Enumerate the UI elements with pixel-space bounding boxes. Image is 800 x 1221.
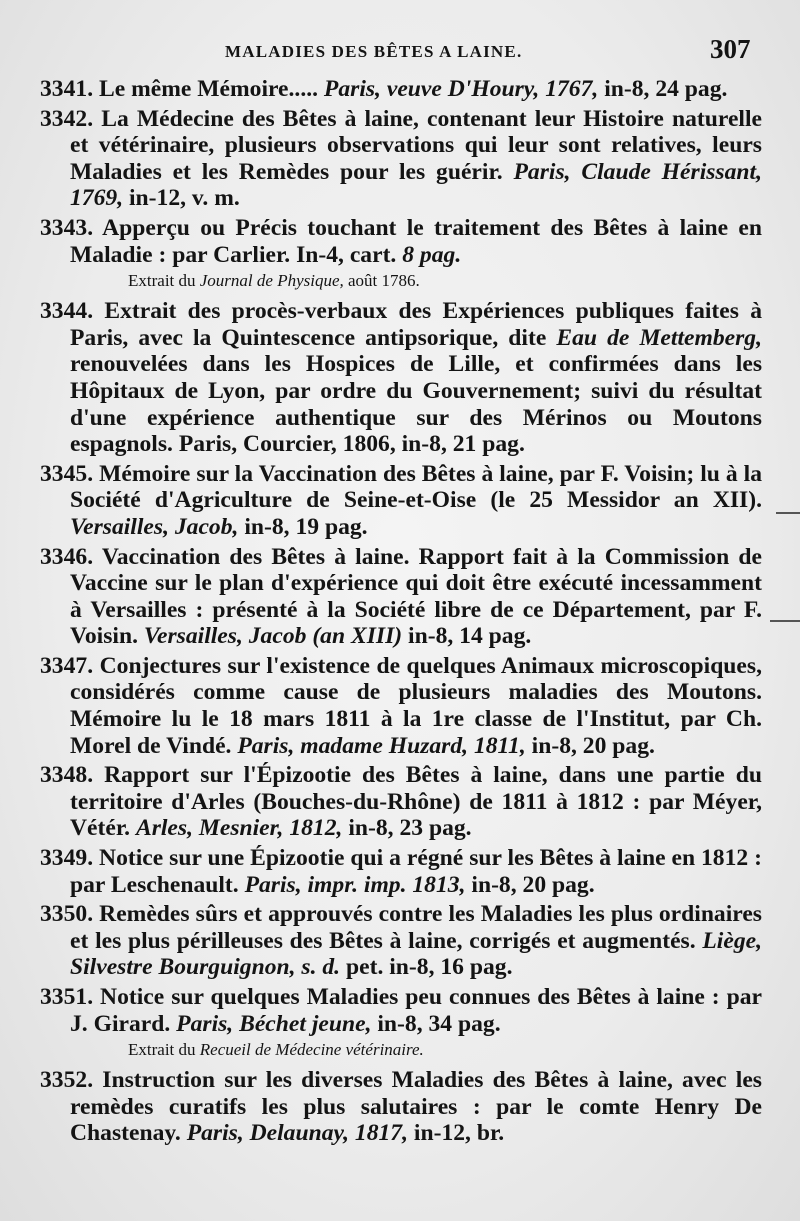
entry-3348 [40, 762, 762, 842]
entry-publisher: Eau de Mettemberg, [556, 324, 762, 351]
entry-number: 3343. [40, 214, 94, 241]
entry-format: in-12, br. [413, 1120, 505, 1147]
note-source: Journal de Physique, [199, 271, 344, 291]
entry-format: in-8, 20 pag. [531, 732, 655, 759]
entry-3345 [40, 461, 762, 541]
entry-3346 [40, 544, 762, 650]
entry-publisher: Paris, madame Huzard, 1811, [237, 732, 526, 759]
entry-number: 3345. [40, 460, 94, 487]
entry-title: Le même Mémoire..... [99, 76, 319, 102]
margin-mark-top [776, 512, 800, 514]
entry-publisher: Paris, impr. imp. 1813, [244, 871, 466, 898]
entry-number: 3342. [40, 105, 94, 132]
entry-3344 [40, 298, 762, 458]
entry-title: Conjectures sur l'existence de quelques Animaux microscopiques, considérés comme cause de plusieurs maladies des Moutons. Mémoire lu le 18 mars 1811 à la 1re classe de l'Institut, par Ch. Morel de Vindé. [70, 652, 762, 759]
entry-title: Extrait des procès-verbaux des Expériences publiques faites à Paris, avec la Quintescence antipsorique, dite [70, 298, 762, 351]
entry-title: Instruction sur les diverses Maladies des Bêtes à laine, avec les remèdes curatifs les plus salutaires : par le comte Henry De Chastenay. [70, 1067, 762, 1147]
entry-note [128, 1039, 762, 1061]
entry-3342 [40, 106, 762, 212]
entry-title: Notice sur quelques Maladies peu connues des Bêtes à laine : par J. Girard. [70, 984, 762, 1037]
entry-title: Remèdes sûrs et approuvés contre les Maladies les plus ordinaires et les plus périlleuses des Bêtes à laine, corrigés et augmentés. [70, 901, 762, 954]
entry-number: 3344. [40, 298, 94, 325]
entry-note [128, 270, 762, 292]
entry-publisher: Versailles, Jacob (an XIII) [143, 623, 403, 650]
entry-title: Mémoire sur la Vaccination des Bêtes à laine, par F. Voisin; lu à la Société d'Agriculture de Seine-et-Oise (le 25 Messidor an XII). [70, 460, 763, 514]
entry-3347 [40, 653, 762, 759]
entry-publisher: Paris, Béchet jeune, [176, 1010, 372, 1037]
entry-publisher: 8 pag. [402, 241, 462, 268]
entry-publisher: Arles, Mesnier, 1812, [135, 815, 343, 842]
entry-format: in-8, 19 pag. [244, 513, 368, 540]
entry-publisher: Versailles, Jacob, [70, 513, 239, 540]
entry-format: pet. in-8, 16 pag. [346, 954, 513, 981]
entry-number: 3341. [40, 76, 94, 102]
entry-3349 [40, 845, 762, 898]
entry-format: in-8, 20 pag. [471, 871, 595, 898]
entry-format: in-12, v. m. [129, 185, 240, 212]
entry-format: in-8, 23 pag. [348, 815, 472, 842]
running-header [0, 36, 800, 72]
margin-mark-middle [770, 620, 800, 622]
entry-number: 3352. [40, 1067, 94, 1094]
entry-number: 3351. [40, 984, 94, 1010]
entry-title: Rapport sur l'Épizootie des Bêtes à laine, dans une partie du territoire d'Arles (Bouches-du-Rhône) de 1811 à 1812 : par Méyer, Vétér. [70, 762, 762, 842]
entry-number: 3349. [40, 845, 94, 872]
entry-number: 3348. [40, 762, 94, 789]
entry-format: in-8, 14 pag. [408, 623, 532, 650]
entry-number: 3350. [40, 901, 94, 928]
entry-publisher: Paris, Claude Hérissant, 1769, [70, 158, 762, 212]
entry-3341 [40, 76, 762, 103]
entry-title: La Médecine des Bêtes à laine, contenant leur Histoire naturelle et vétérinaire, plusieurs observations qui leur sont relatives, leurs Maladies et les Remèdes pour les guérir. [70, 105, 762, 185]
note-prefix: Extrait du [128, 1040, 196, 1060]
entry-publisher: Paris, veuve D'Houry, 1767, [323, 76, 599, 102]
entry-3352 [40, 1067, 762, 1147]
entry-format: renouvelées dans les Hospices de Lille, et confirmées dans les Hôpitaux de Lyon, par ordre du Gouvernement; suivi du résultat d'une expérience authentique sur des Mérinos ou Moutons espagnols. Paris, Courcier, 1806, in-8, 21 pag. [70, 351, 762, 458]
entry-format: in-8, 34 pag. [377, 1010, 501, 1037]
running-title: MALADIES DES BÊTES A LAINE. [225, 42, 523, 61]
entry-publisher: Paris, Delaunay, 1817, [186, 1120, 408, 1147]
entry-format: in-8, 24 pag. [604, 76, 728, 102]
bibliography-list [40, 76, 762, 1150]
entry-3350 [40, 901, 762, 981]
page-number: 307 [710, 34, 751, 64]
note-prefix: Extrait du [128, 271, 196, 291]
entry-number: 3347. [40, 652, 94, 679]
note-source: Recueil de Médecine vétérinaire. [199, 1040, 424, 1060]
entry-title: Notice sur une Épizootie qui a régné sur les Bêtes à laine en 1812 : par Leschenault. [70, 845, 763, 898]
note-suffix: août 1786. [348, 271, 420, 291]
entry-title: Vaccination des Bêtes à laine. Rapport fait à la Commission de Vaccine sur le plan d'expérience qui doit être exécuté incessamment à Versailles : présenté à la Société libre de ce Département, par F. Voisin. [70, 543, 762, 650]
entry-3351 [40, 984, 762, 1061]
entry-publisher: Liège, Silvestre Bourguignon, s. d. [70, 927, 762, 981]
entry-3343 [40, 215, 762, 292]
entry-title: Apperçu ou Précis touchant le traitement des Bêtes à laine en Maladie : par Carlier. In-4, cart. [70, 214, 762, 268]
entry-number: 3346. [40, 543, 94, 570]
